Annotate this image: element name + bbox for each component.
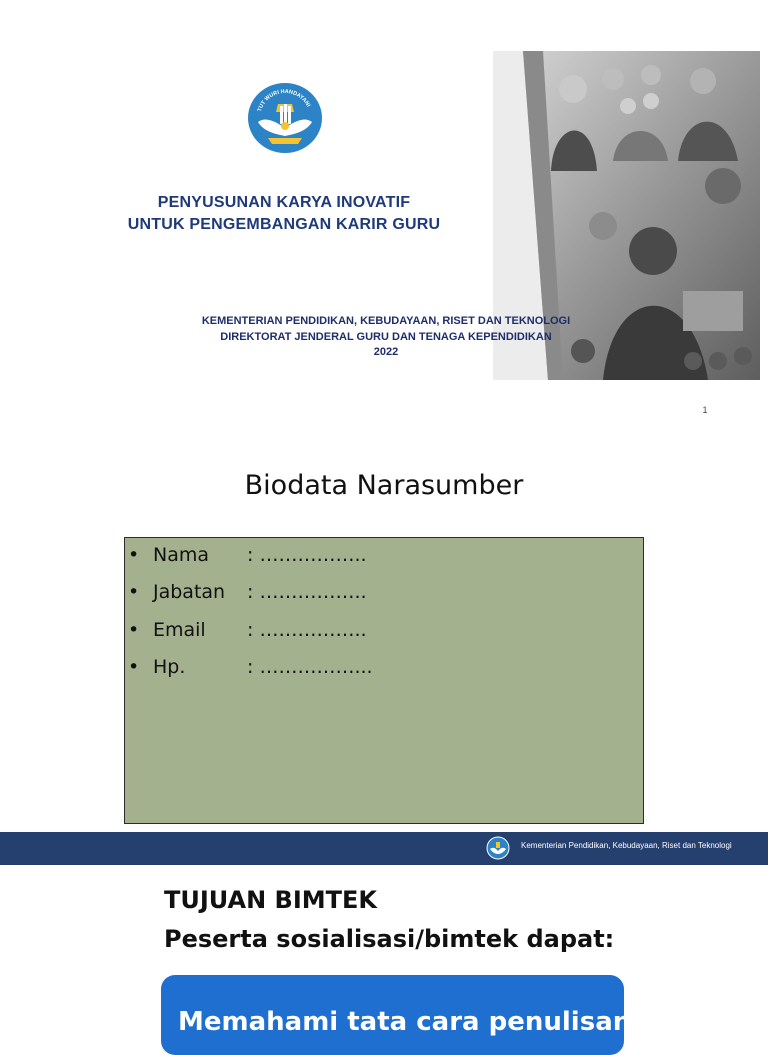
- biodata-row-jabatan: [128, 581, 367, 603]
- ministry-name: KEMENTERIAN PENDIDIKAN, KEBUDAYAAN, RISET DAN TEKNOLOGI: [201, 315, 571, 327]
- biodata-label: Hp.: [153, 656, 186, 678]
- biodata-label: Jabatan: [153, 581, 226, 603]
- biodata-label: Email: [153, 619, 206, 641]
- biodata-value: : ……………..: [247, 619, 367, 641]
- biodata-row-hp: [128, 656, 373, 678]
- bullet: •: [128, 656, 140, 678]
- year: 2022: [373, 346, 399, 358]
- biodata-value: : ……………..: [247, 581, 367, 603]
- biodata-row-nama: [128, 544, 367, 566]
- objectives-heading: TUJUAN BIMTEK: [164, 886, 378, 914]
- biodata-value: : ……………..: [247, 544, 367, 566]
- biodata-label: Nama: [153, 544, 210, 566]
- tut-wuri-handayani-logo: [246, 82, 324, 154]
- biodata-value: : ……………...: [247, 656, 373, 678]
- header-bar-ministry-text: Kementerian Pendidikan, Kebudayaan, Riset dan Teknologi: [521, 841, 732, 850]
- bullet: •: [128, 544, 140, 566]
- directorate-name: DIREKTORAT JENDERAL GURU DAN TENAGA KEPENDIDIKAN: [220, 331, 552, 343]
- objective-text: Memahami tata cara penulisan: [178, 1007, 632, 1037]
- biodata-title: Biodata Narasumber: [244, 470, 524, 501]
- presentation-title-line-1: PENYUSUNAN KARYA INOVATIF: [157, 194, 411, 211]
- bullet: •: [128, 581, 140, 603]
- objectives-subheading: Peserta sosialisasi/bimtek dapat:: [164, 925, 615, 953]
- bullet: •: [128, 619, 140, 641]
- biodata-row-email: [128, 619, 367, 641]
- page-number: 1: [702, 405, 708, 415]
- ministry-logo-icon: [486, 836, 510, 860]
- logo-motto: TUT WURI HANDAYANI: [256, 88, 312, 113]
- presentation-title-line-2: UNTUK PENGEMBANGAN KARIR GURU: [127, 216, 441, 233]
- biodata-box: [124, 537, 644, 824]
